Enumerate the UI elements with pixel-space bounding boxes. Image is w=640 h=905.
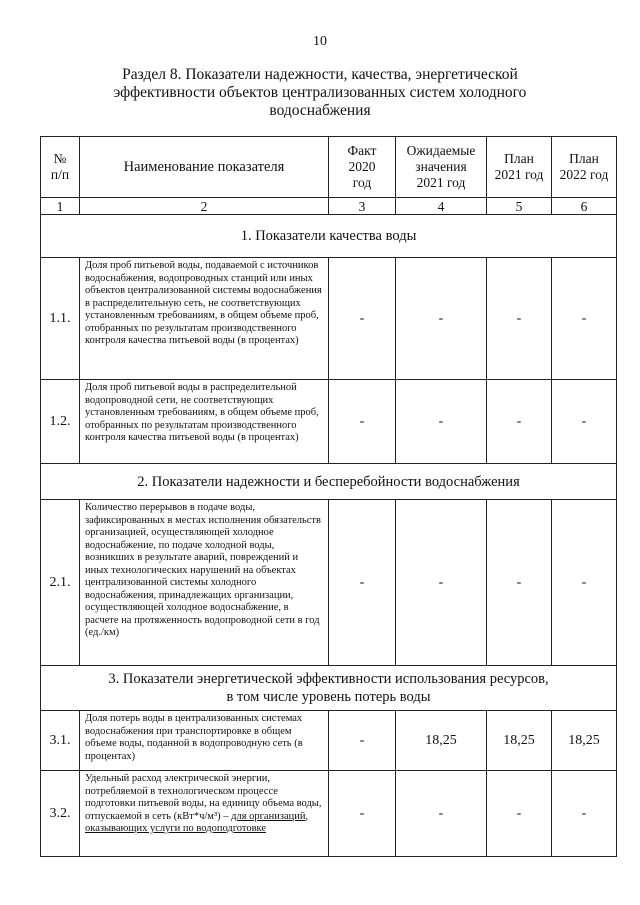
value-fact-2020: -	[329, 711, 396, 771]
row-description: Доля потерь воды в централизованных системах водоснабжения при транспортировке в общем объеме воды, поданной в водопроводную сеть (в процентах)	[80, 711, 329, 771]
header-expected-line-2: значения	[415, 159, 467, 174]
value-plan-2021: -	[487, 500, 552, 666]
row-number: 1.1.	[41, 258, 80, 380]
value-expected-2021: 18,25	[396, 711, 487, 771]
value-plan-2022: -	[552, 380, 617, 464]
table-row	[41, 500, 617, 666]
table-header-row	[41, 137, 617, 198]
section-heading	[41, 464, 617, 500]
table-row	[41, 258, 617, 380]
value-plan-2022: 18,25	[552, 711, 617, 771]
column-number: 2	[80, 198, 329, 215]
row-number: 1.2.	[41, 380, 80, 464]
table-row	[41, 380, 617, 464]
header-fact-line-2: 2020	[348, 159, 376, 174]
row-number: 3.1.	[41, 711, 80, 771]
value-plan-2021: -	[487, 380, 552, 464]
value-expected-2021: -	[396, 500, 487, 666]
row-description-underlined: для организаций, оказывающих услуги по водоподготовке	[85, 810, 309, 834]
row-description: Доля проб питьевой воды, подаваемой с источников водоснабжения, водопроводных станций или иных объектов централизованной системы водоснабжения в распределительную сеть, не соответствующих установленным требованиям, в общем объеме проб, отобранных по результатам производственного контроля качества питьевой воды (в процентах)	[80, 258, 329, 380]
section-title-line-3: водоснабжения	[269, 102, 371, 119]
section-row	[41, 666, 617, 711]
value-fact-2020: -	[329, 258, 396, 380]
header-fact-2020	[329, 137, 396, 198]
header-plan-2021-line-1: План	[504, 151, 534, 166]
section-row	[41, 215, 617, 258]
value-expected-2021: -	[396, 258, 487, 380]
header-plan-2021-line-2: 2021 год	[494, 167, 544, 182]
page-number: 10	[313, 34, 327, 49]
column-number: 1	[41, 198, 80, 215]
row-description: Доля проб питьевой воды в распределительной водопроводной сети, не соответствующих установленным требованиям, в общем объеме проб, отобранных по результатам производственного контроля качества питьевой воды (в процентах)	[80, 380, 329, 464]
row-number: 3.2.	[41, 771, 80, 857]
column-numbers-row	[41, 198, 617, 215]
section-title-line-2: эффективности объектов централизованных систем холодного	[113, 84, 527, 101]
header-number	[41, 137, 80, 198]
header-plan-2022-line-2: 2022 год	[559, 167, 609, 182]
header-fact-line-1: Факт	[347, 143, 377, 158]
value-fact-2020: -	[329, 380, 396, 464]
section-heading	[41, 666, 617, 711]
header-expected-2021	[396, 137, 487, 198]
row-description-text: Удельный расход электрической энергии, потребляемой в технологическом процессе подготовки питьевой воды, на единицу объема воды, отпускаемой в сеть (кВт*ч/м³) –	[85, 773, 322, 822]
value-expected-2021: -	[396, 380, 487, 464]
value-plan-2021: 18,25	[487, 711, 552, 771]
header-fact-line-3: год	[352, 175, 372, 190]
row-description	[80, 771, 329, 857]
value-plan-2022: -	[552, 258, 617, 380]
column-number: 4	[396, 198, 487, 215]
row-number: 2.1.	[41, 500, 80, 666]
value-fact-2020: -	[329, 500, 396, 666]
section-title-line-1: Раздел 8. Показатели надежности, качества, энергетической	[122, 66, 518, 83]
section-heading-text: 1. Показатели качества воды	[240, 228, 417, 244]
table-row	[41, 771, 617, 857]
header-number-line-2: п/п	[50, 167, 70, 182]
column-number: 5	[487, 198, 552, 215]
value-fact-2020: -	[329, 771, 396, 857]
header-expected-line-1: Ожидаемые	[406, 143, 476, 158]
section-heading-line-2: в том числе уровень потерь воды	[226, 689, 431, 705]
column-number: 3	[329, 198, 396, 215]
value-plan-2021: -	[487, 771, 552, 857]
section-heading	[41, 215, 617, 258]
row-description: Количество перерывов в подаче воды, зафиксированных в местах исполнения обязательств организацией, осуществляющей холодное водоснабжение, по подаче холодной воды, возникших в результате аварий, повреждений и иных технологических нарушений на объектах централизованной системы холодного водоснабжения, принадлежащих организации, осуществляющей холодное водоснабжение, в расчете на протяженность водопроводной сети в год (ед./км)	[80, 500, 329, 666]
indicators-table	[40, 136, 617, 857]
header-indicator-name	[80, 137, 329, 198]
header-plan-2022-line-1: План	[569, 151, 599, 166]
section-title	[90, 66, 550, 120]
value-plan-2021: -	[487, 258, 552, 380]
value-plan-2022: -	[552, 500, 617, 666]
header-indicator-name-text: Наименование показателя	[123, 159, 285, 175]
value-plan-2022: -	[552, 771, 617, 857]
header-plan-2022	[552, 137, 617, 198]
table-row	[41, 711, 617, 771]
header-expected-line-3: 2021 год	[416, 175, 466, 190]
header-plan-2021	[487, 137, 552, 198]
column-number: 6	[552, 198, 617, 215]
section-heading-line-1: 3. Показатели энергетической эффективности использования ресурсов,	[108, 671, 549, 687]
header-number-line-1: №	[53, 151, 67, 166]
section-row	[41, 464, 617, 500]
section-heading-text: 2. Показатели надежности и бесперебойности водоснабжения	[137, 473, 520, 490]
value-expected-2021: -	[396, 771, 487, 857]
